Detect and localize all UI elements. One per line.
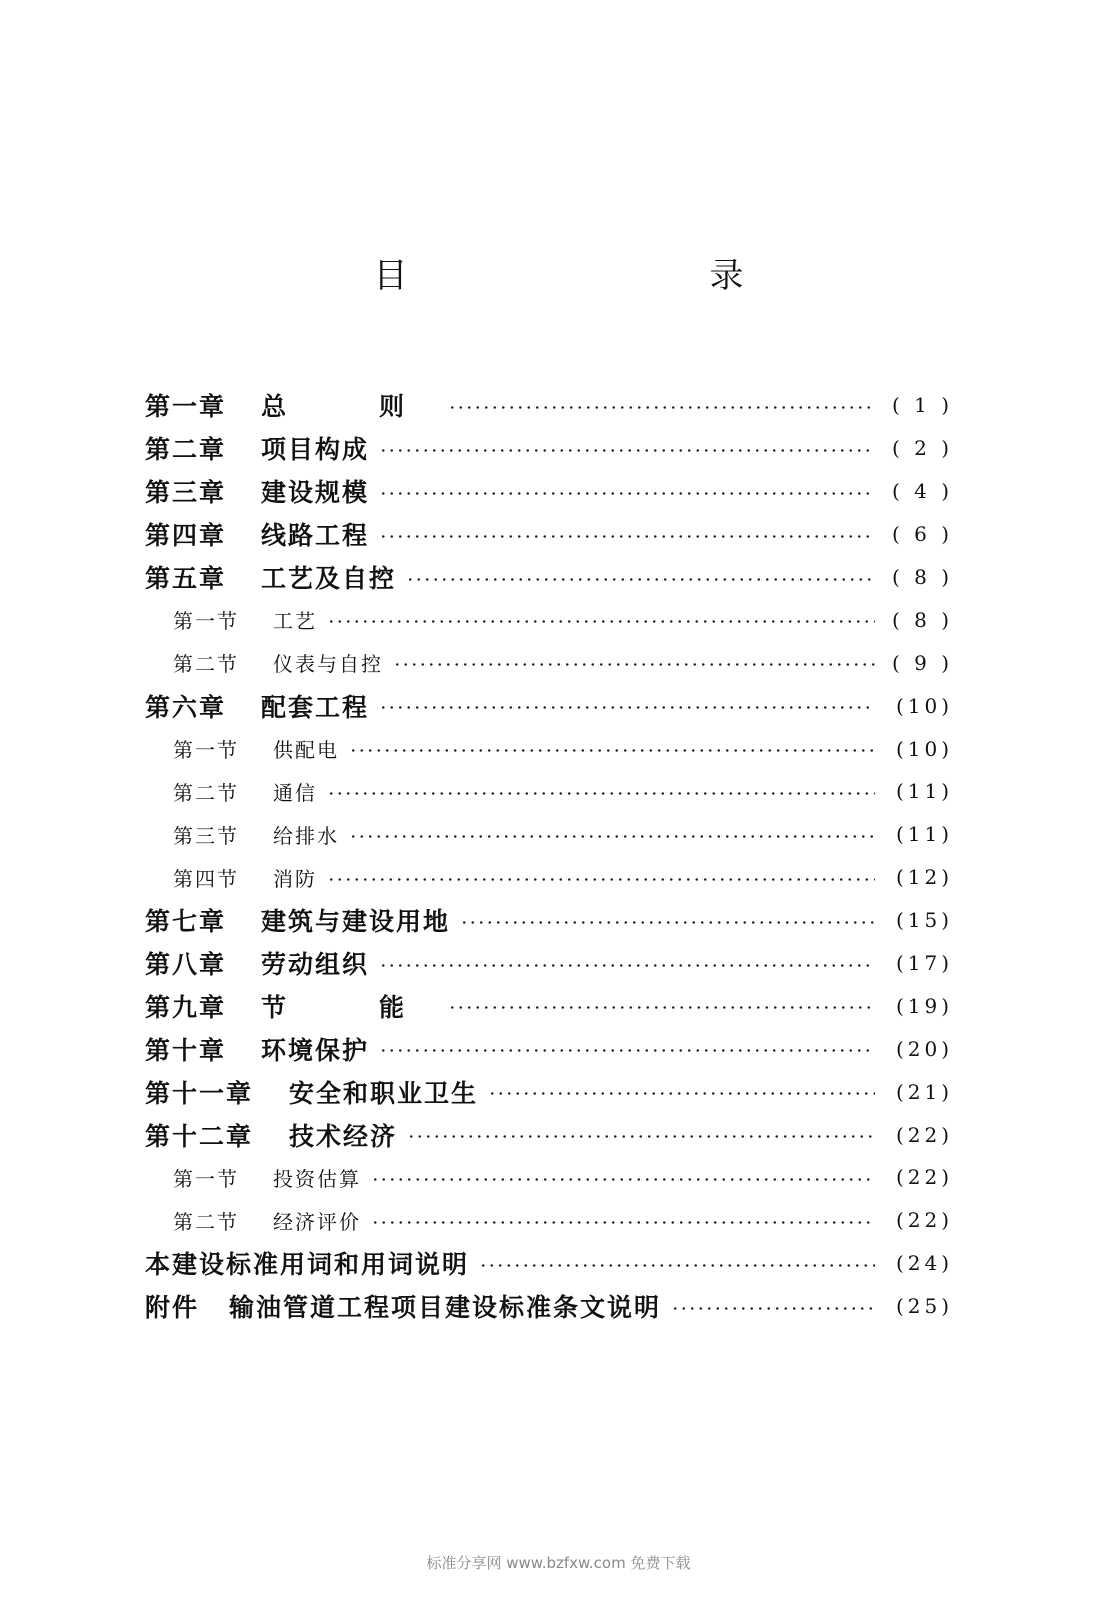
toc-entry-title: 供配电 — [273, 738, 339, 763]
toc-entry-page: (12) — [895, 865, 953, 890]
leader-dots — [379, 492, 875, 495]
toc-entry-page: (10) — [895, 693, 953, 718]
toc-entry-chapter-3[interactable] — [145, 470, 953, 513]
toc-entry-chapter-6[interactable] — [145, 684, 953, 727]
toc-entry-label: 第九章 — [145, 992, 227, 1022]
toc-entry-page: ( 1 ) — [891, 393, 953, 418]
toc-entry-chapter-8[interactable] — [145, 942, 953, 985]
leader-dots — [448, 406, 875, 409]
toc-entry-terms-explanation[interactable] — [145, 1242, 953, 1285]
toc-entry-title: 投资估算 — [273, 1166, 361, 1191]
toc-entry-section-12-1[interactable] — [145, 1156, 953, 1199]
toc-entry-page: (15) — [895, 908, 953, 933]
toc-entry-section-5-1[interactable] — [145, 598, 953, 641]
toc-entry-title: 节 能 — [261, 992, 439, 1022]
toc-entry-page: (17) — [895, 951, 953, 976]
toc-entry-page: (19) — [895, 993, 953, 1018]
toc-entry-label: 第一章 — [145, 392, 227, 422]
toc-entry-appendix[interactable] — [145, 1285, 953, 1328]
toc-entry-label: 第三节 — [173, 823, 239, 848]
toc-entry-title: 给排水 — [273, 823, 339, 848]
toc-entry-page: (22) — [895, 1165, 953, 1190]
leader-dots — [371, 1221, 875, 1224]
toc-entry-label: 第十章 — [145, 1035, 227, 1065]
toc-entry-title: 线路工程 — [261, 521, 370, 551]
toc-entry-title: 输油管道工程项目建设标准条文说明 — [229, 1293, 662, 1323]
toc-entry-page: (25) — [895, 1294, 953, 1319]
leader-dots — [349, 749, 875, 752]
toc-entry-title: 项目构成 — [261, 435, 370, 465]
toc-entry-section-6-1[interactable] — [145, 727, 953, 770]
leader-dots — [379, 706, 875, 709]
toc-entry-label: 第二节 — [173, 780, 239, 805]
toc-entry-page: (22) — [895, 1122, 953, 1147]
leader-dots — [406, 578, 875, 581]
toc-entry-label: 第五章 — [145, 564, 227, 593]
toc-entry-title: 通信 — [273, 780, 317, 805]
toc-entry-title: 经济评价 — [273, 1209, 361, 1234]
leader-dots — [379, 964, 875, 967]
leader-dots — [448, 1006, 875, 1009]
leader-dots — [327, 792, 875, 795]
leader-dots — [379, 535, 875, 538]
toc-entry-title: 环境保护 — [261, 1035, 370, 1065]
toc-entry-section-12-2[interactable] — [145, 1199, 953, 1242]
toc-entry-page: (11) — [895, 822, 953, 847]
table-of-contents — [145, 384, 953, 1328]
leader-dots — [371, 1178, 875, 1181]
toc-entry-section-6-2[interactable] — [145, 770, 953, 813]
leader-dots — [327, 620, 875, 623]
toc-entry-label: 第十一章 — [145, 1078, 254, 1108]
toc-entry-label: 第一节 — [173, 609, 239, 634]
toc-entry-page: ( 4 ) — [891, 479, 953, 504]
leader-dots — [379, 1049, 875, 1052]
toc-entry-chapter-1[interactable] — [145, 384, 953, 427]
page-title: 目 录 — [373, 256, 822, 296]
toc-entry-chapter-9[interactable] — [145, 984, 953, 1027]
toc-entry-page: ( 8 ) — [891, 565, 953, 589]
toc-entry-page: ( 2 ) — [891, 436, 953, 461]
toc-entry-title: 消防 — [273, 866, 317, 891]
toc-entry-section-6-3[interactable] — [145, 813, 953, 856]
leader-dots — [379, 449, 875, 452]
leader-dots — [479, 1264, 875, 1267]
toc-entry-page: ( 8 ) — [891, 607, 953, 632]
toc-entry-label: 第一节 — [173, 738, 239, 763]
toc-entry-label: 第四节 — [173, 866, 239, 891]
toc-entry-chapter-4[interactable] — [145, 513, 953, 556]
leader-dots — [407, 1135, 875, 1138]
toc-entry-page: (10) — [895, 736, 953, 761]
toc-entry-label: 第四章 — [145, 521, 227, 551]
toc-entry-label: 第六章 — [145, 692, 227, 722]
toc-entry-title: 仪表与自控 — [273, 652, 383, 677]
toc-entry-label: 附件 — [145, 1293, 200, 1323]
toc-entry-chapter-2[interactable] — [145, 427, 953, 470]
toc-entry-title: 技术经济 — [289, 1121, 398, 1151]
toc-entry-label: 第三章 — [145, 478, 227, 508]
toc-entry-section-5-2[interactable] — [145, 641, 953, 684]
toc-entry-chapter-12[interactable] — [145, 1113, 953, 1156]
leader-dots — [327, 878, 875, 881]
toc-entry-label: 第二节 — [173, 1209, 239, 1234]
toc-entry-chapter-11[interactable] — [145, 1070, 953, 1113]
toc-entry-title: 建设规模 — [261, 478, 370, 508]
leader-dots — [393, 663, 875, 666]
leader-dots — [460, 921, 875, 924]
toc-entry-page: (11) — [895, 779, 953, 804]
toc-entry-chapter-5[interactable] — [145, 556, 953, 599]
toc-entry-label: 第二章 — [145, 435, 227, 465]
leader-dots — [488, 1092, 875, 1095]
toc-entry-chapter-7[interactable] — [145, 899, 953, 942]
toc-entry-label: 第二节 — [173, 652, 239, 677]
toc-entry-title: 工艺及自控 — [261, 564, 397, 593]
toc-entry-title: 配套工程 — [261, 692, 370, 722]
toc-entry-label: 第十二章 — [145, 1121, 254, 1151]
toc-entry-label: 第一节 — [173, 1166, 239, 1191]
toc-entry-section-6-4[interactable] — [145, 856, 953, 899]
toc-entry-page: (24) — [895, 1251, 953, 1276]
toc-entry-title: 劳动组织 — [261, 950, 370, 980]
toc-entry-title: 建筑与建设用地 — [261, 907, 451, 937]
toc-entry-title: 总 则 — [261, 392, 439, 422]
leader-dots — [349, 835, 875, 838]
toc-entry-page: ( 6 ) — [891, 522, 953, 547]
leader-dots — [671, 1307, 875, 1310]
toc-entry-page: (22) — [895, 1208, 953, 1233]
toc-entry-label: 第八章 — [145, 950, 227, 980]
toc-entry-page: (21) — [895, 1079, 953, 1104]
toc-entry-page: (20) — [895, 1036, 953, 1061]
toc-entry-chapter-10[interactable] — [145, 1027, 953, 1070]
toc-entry-title: 安全和职业卫生 — [289, 1078, 479, 1108]
toc-entry-title: 工艺 — [273, 609, 317, 634]
toc-entry-label: 第七章 — [145, 907, 227, 937]
footer-watermark: 标准分享网 www.bzfxw.com 免费下载 — [426, 1554, 691, 1572]
toc-entry-title: 本建设标准用词和用词说明 — [145, 1250, 470, 1280]
toc-entry-page: ( 9 ) — [891, 650, 953, 675]
